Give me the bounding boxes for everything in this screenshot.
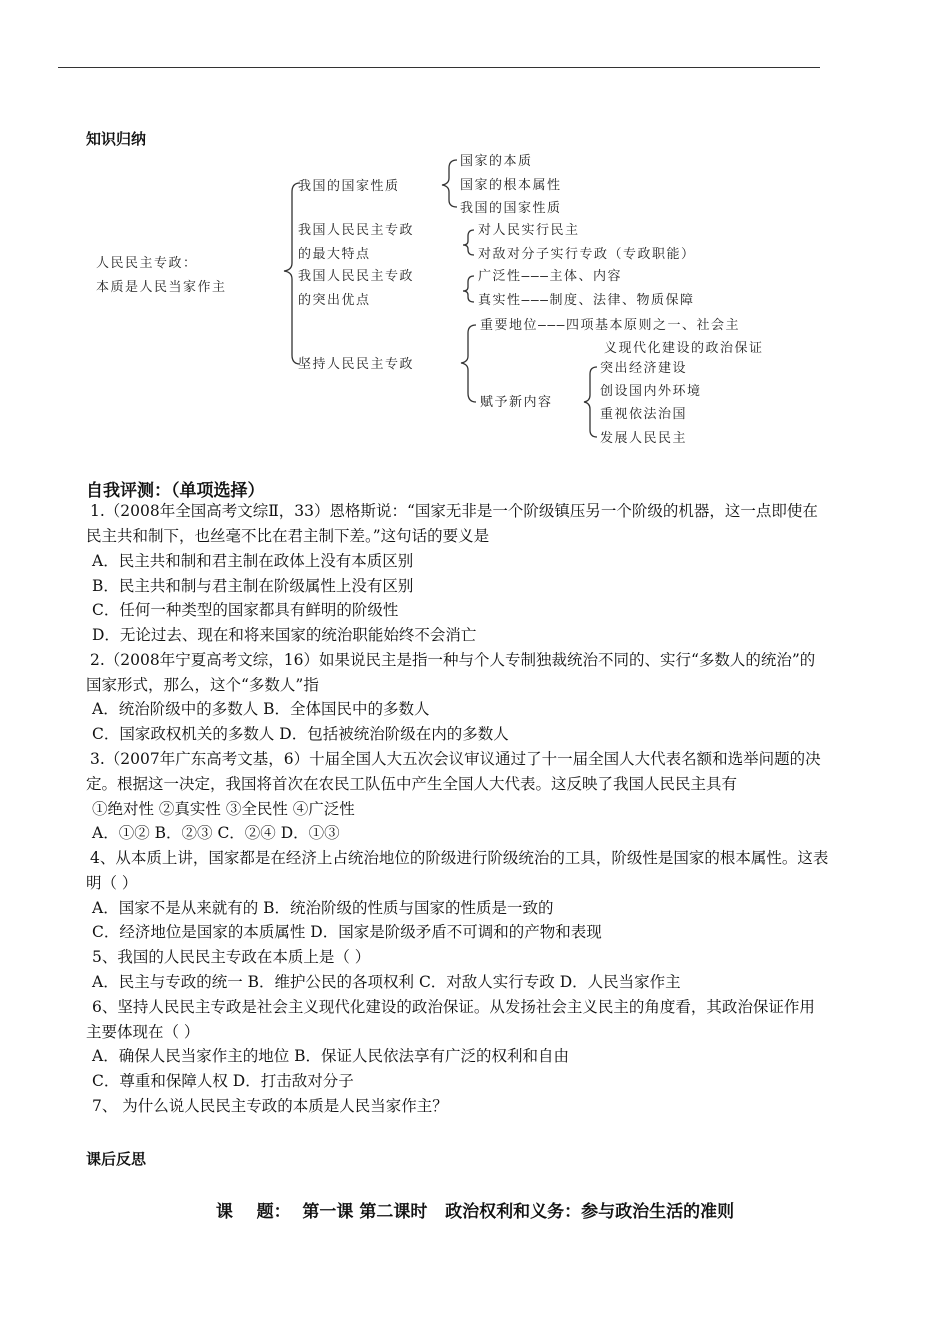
option-line: A．统治阶级中的多数人 B．全体国民中的多数人 [92,700,430,718]
advantage-label-2: 的突出优点 [298,293,371,308]
nature-item-2: 国家的根本属性 [460,178,562,193]
advantage-brace [463,276,474,302]
feature-item-2: 对敌对分子实行专政（专政职能） [478,247,696,262]
self-test-heading: 自我评测：（单项选择） [86,481,265,501]
advantage-item-2: 真实性———制度、法律、物质保障 [478,293,695,308]
status-line-2: 义现代化建设的政治保证 [604,341,764,356]
option-line: A．确保人民当家作主的地位 B．保证人民依法享有广泛的权利和自由 [92,1047,570,1065]
root-line1: 人民民主专政： [96,256,198,271]
option-line: C．任何一种类型的国家都具有鲜明的阶级性 [92,601,399,619]
reflection-heading: 课后反思 [86,1150,147,1168]
feature-brace [463,230,474,255]
feature-label-1: 我国人民民主专政 [298,223,415,238]
new-content-label: 赋予新内容 [480,395,553,410]
uphold-brace [461,325,476,402]
nature-item-1: 国家的本质 [460,154,533,169]
question-line: 4、从本质上讲，国家都是在经济上占统治地位的阶级进行阶级统治的工具，阶级性是国家的根本属性。这表 [90,849,829,867]
new-content-brace [584,367,597,437]
question-line: 1.（2008年全国高考文综Ⅱ，33）恩格斯说：“国家无非是一个阶级镇压另一个阶级的机器，这一点即使在 [90,502,818,520]
question-line: 2.（2008年宁夏高考文综，16）如果说民主是指一种与个人专制独裁统治不同的、实行“多数人的统治”的 [90,651,816,669]
question-line: 国家形式，那么，这个“多数人”指 [86,676,319,694]
new-item-2: 创设国内外环境 [600,384,702,399]
option-line: A．①② B．②③ C．②④ D．①③ [92,824,340,842]
option-line: A．民主与专政的统一 B．维护公民的各项权利 C．对敌人实行专政 D．人民当家作主 [92,973,681,991]
nature-item-3: 我国的国家性质 [460,201,562,216]
advantage-item-1: 广泛性———主体、内容 [478,269,622,284]
root-line2: 本质是人民当家作主 [96,280,227,295]
new-item-1: 突出经济建设 [600,361,688,376]
new-item-4: 发展人民民主 [600,431,688,446]
feature-label-2: 的最大特点 [298,247,371,262]
knowledge-tree-diagram [0,0,950,470]
option-line: A．民主共和制和君主制在政体上没有本质区别 [92,552,414,570]
option-line: ①绝对性 ②真实性 ③全民性 ④广泛性 [92,800,355,818]
question-line: 5、我国的人民民主专政在本质上是（ ） [92,948,371,966]
advantage-label-1: 我国人民民主专政 [298,269,415,284]
question-line: 民主共和制下，也丝毫不比在君主制下差。”这句话的要义是 [86,527,490,545]
option-line: B．民主共和制与君主制在阶级属性上没有区别 [92,577,414,595]
question-line: 7、 为什么说人民民主专政的本质是人民当家作主？ [92,1097,448,1115]
question-line: 主要体现在（ ） [86,1023,200,1041]
option-line: C．经济地位是国家的本质属性 D．国家是阶级矛盾不可调和的产物和表现 [92,923,602,941]
question-line: 明（ ） [86,874,138,892]
lesson-title: 课 题： 第一课 第二课时 政治权利和义务：参与政治生活的准则 [215,1202,735,1222]
status-line-1: 重要地位———四项基本原则之一、社会主 [480,318,740,333]
question-line: 3.（2007年广东高考文基，6）十届全国人大五次会议审议通过了十一届全国人大代表名额和选举问题的决 [90,750,821,768]
new-item-3: 重视依法治国 [600,407,688,422]
nature-brace [442,160,457,207]
knowledge-summary-heading: 知识归纳 [86,130,147,148]
option-line: D．无论过去、现在和将来国家的统治职能始终不会消亡 [92,626,477,644]
option-line: C．国家政权机关的多数人 D．包括被统治阶级在内的多数人 [92,725,509,743]
option-line: A．国家不是从来就有的 B．统治阶级的性质与国家的性质是一致的 [92,899,554,917]
question-line: 定。根据这一决定，我国将首次在农民工队伍中产生全国人大代表。这反映了我国人民民主具有 [86,775,738,793]
uphold-label: 坚持人民民主专政 [298,357,415,372]
option-line: C．尊重和保障人权 D．打击敌对分子 [92,1072,354,1090]
nature-label: 我国的国家性质 [298,179,400,194]
question-line: 6、坚持人民民主专政是社会主义现代化建设的政治保证。从发扬社会主义民主的角度看，其政治保证作用 [92,998,815,1016]
feature-item-1: 对人民实行民主 [478,223,580,238]
